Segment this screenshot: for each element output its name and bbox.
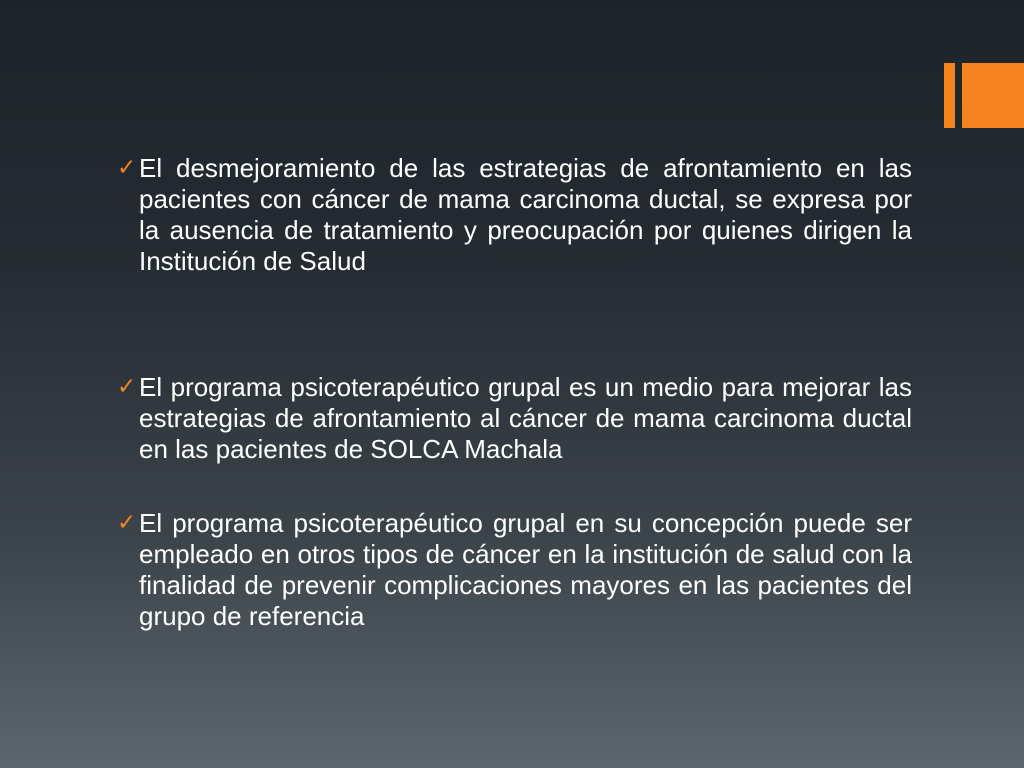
check-icon: ✓: [117, 510, 137, 536]
slide-content: [117, 153, 912, 632]
bullet-item: [117, 508, 912, 632]
bullet-item: [117, 153, 912, 277]
accent-bar-thick: [962, 63, 1024, 128]
bullet-item: [117, 372, 912, 465]
check-icon: ✓: [117, 374, 137, 400]
bullet-text: El programa psicoterapéutico grupal es un medio para mejorar las estrategias de afrontamiento al cáncer de mama carcinoma ductal en las pacientes de SOLCA Machala: [139, 372, 912, 464]
check-icon: ✓: [117, 155, 137, 181]
accent-bar-thin: [944, 63, 955, 128]
bullet-text: El desmejoramiento de las estrategias de afrontamiento en las pacientes con cáncer de mama carcinoma ductal, se expresa por la ausencia de tratamiento y preocupación por quienes dirigen la Institución de Salud: [139, 153, 912, 276]
bullet-text: El programa psicoterapéutico grupal en su concepción puede ser empleado en otros tipos de cáncer en la institución de salud con la finalidad de prevenir complicaciones mayores en las pacientes del grupo de referencia: [139, 508, 912, 631]
